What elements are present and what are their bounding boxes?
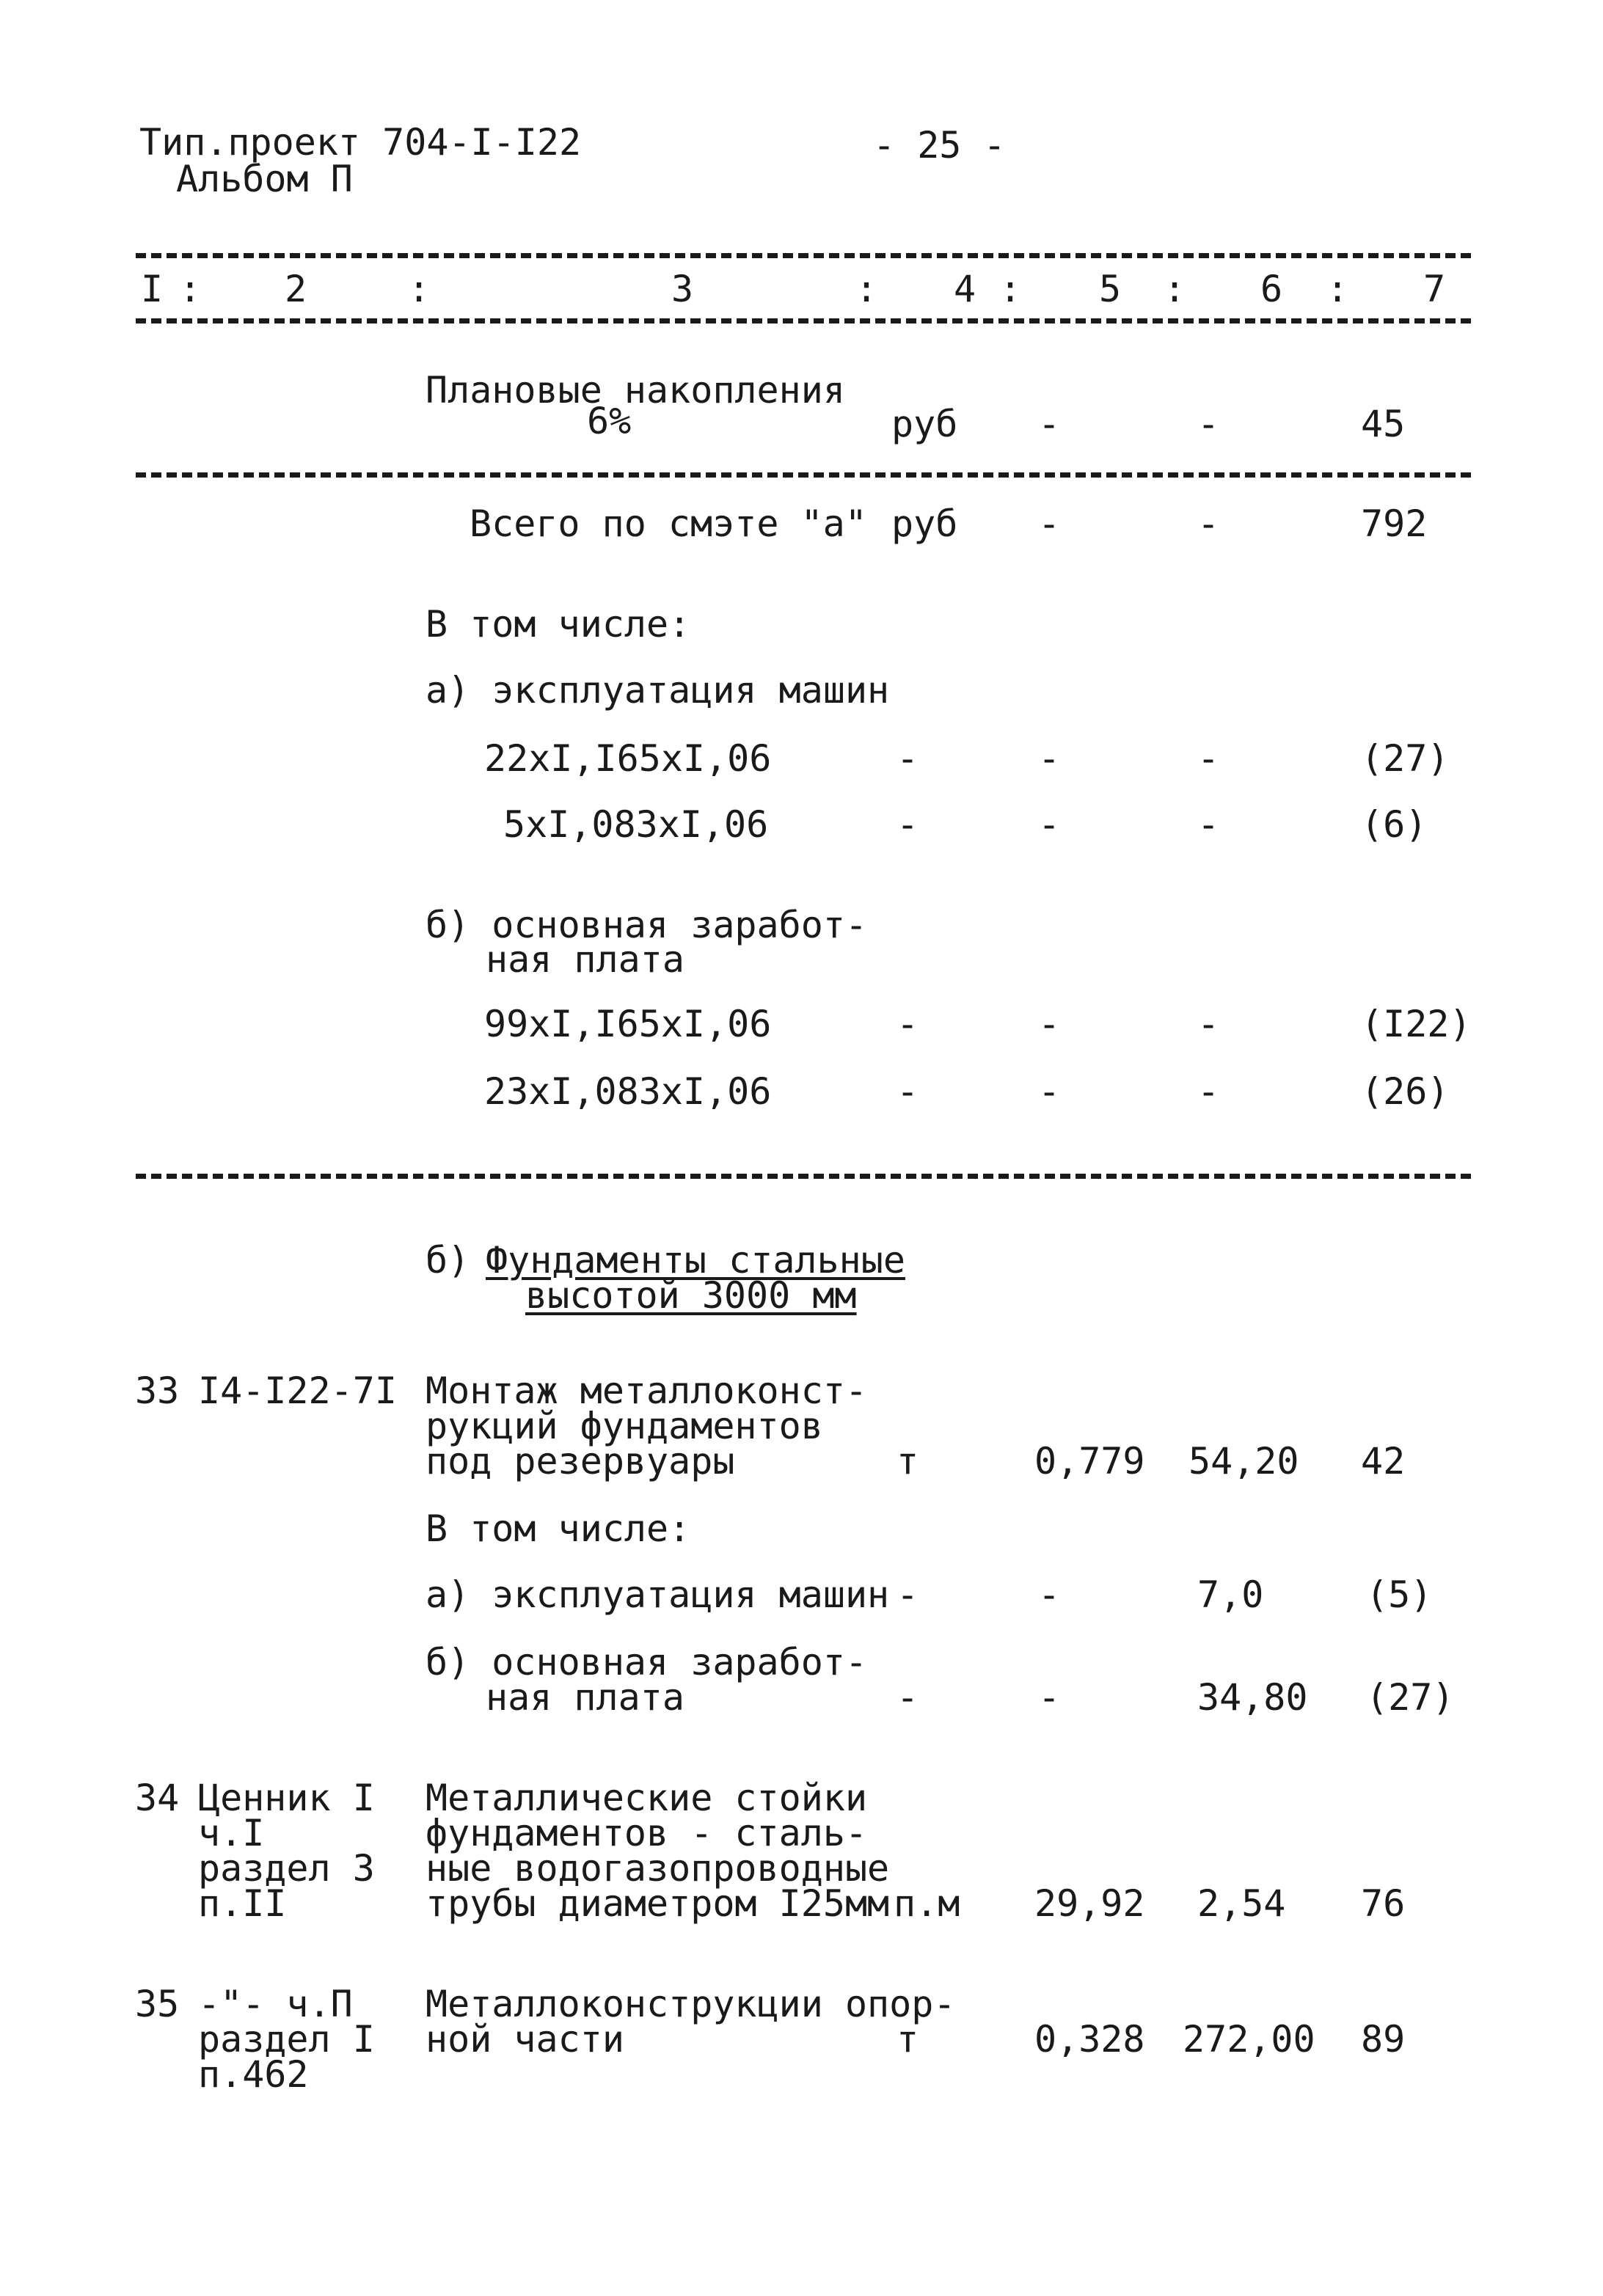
b1-c4: - <box>897 1003 919 1045</box>
row-34-code-1: Ценник I <box>198 1777 375 1819</box>
b2-c5: - <box>1038 1070 1061 1113</box>
row-33-qty: 0,779 <box>1034 1440 1145 1482</box>
b2-c4: - <box>897 1070 919 1113</box>
base-wage-label-2: ная плата <box>486 938 684 981</box>
row-34-code-3: раздел 3 <box>198 1847 375 1890</box>
divider-top <box>136 253 1471 258</box>
row-33b-c4: - <box>897 1676 919 1719</box>
row-33-desc-2: рукций фундаментов <box>426 1405 823 1447</box>
total-c5: - <box>1038 502 1061 545</box>
row-34-code-4: п.II <box>198 1882 287 1925</box>
row-33-cost: 42 <box>1361 1440 1406 1482</box>
row-34-code-2: ч.I <box>198 1812 265 1854</box>
row-34-desc-1: Металлические стойки <box>426 1777 868 1819</box>
col-sep: : <box>999 268 1022 310</box>
b1-c7: (I22) <box>1361 1003 1472 1045</box>
planned-c5: - <box>1038 403 1061 445</box>
planned-percent: 6% <box>587 400 632 442</box>
col-header-6: 6 <box>1260 268 1283 310</box>
row-33a-c6: 7,0 <box>1197 1573 1264 1616</box>
machine-operation-label: а) эксплуатация машин <box>426 669 890 712</box>
b2-c6: - <box>1197 1070 1220 1113</box>
including-label: В том числе: <box>426 603 691 646</box>
row-33b-c5: - <box>1038 1676 1061 1719</box>
formula-a1: 22хI,I65хI,06 <box>484 737 772 780</box>
row-35-qty: 0,328 <box>1034 2018 1145 2061</box>
col-sep: : <box>1164 268 1186 310</box>
col-header-3: 3 <box>671 268 694 310</box>
total-unit: руб <box>891 502 958 545</box>
row-33-unit: т <box>897 1440 919 1482</box>
b1-c5: - <box>1038 1003 1061 1045</box>
row-33a-c4: - <box>897 1573 919 1616</box>
col-sep: : <box>179 268 202 310</box>
row-33b-c6: 34,80 <box>1197 1676 1308 1719</box>
row-33a-c5: - <box>1038 1573 1061 1616</box>
divider-total <box>136 472 1471 478</box>
row-33a-c7: (5) <box>1366 1573 1433 1616</box>
a1-c7: (27) <box>1361 737 1450 780</box>
row-33-desc-1: Монтаж металлоконст- <box>426 1370 868 1412</box>
planned-label: Плановые накопления <box>426 369 845 412</box>
row-33b-label-1: б) основная заработ- <box>426 1641 868 1683</box>
row-35-unit: т <box>897 2018 919 2061</box>
row-34-unit: п.м <box>894 1882 960 1925</box>
row-33b-c7: (27) <box>1366 1676 1455 1719</box>
row-33b-label-2: ная плата <box>486 1676 684 1719</box>
row-34-price: 2,54 <box>1197 1882 1286 1925</box>
a1-c6: - <box>1197 737 1220 780</box>
planned-c6: - <box>1197 403 1220 445</box>
col-header-5: 5 <box>1099 268 1122 310</box>
row-34-desc-2: фундаментов - сталь- <box>426 1812 868 1854</box>
row-34-desc-4: трубы диаметром I25мм <box>426 1882 890 1925</box>
col-sep: : <box>855 268 878 310</box>
row-34-cost: 76 <box>1361 1882 1406 1925</box>
project-title: Тип.проект 704-I-I22 <box>139 121 582 164</box>
row-34-desc-3: ные водогазопроводные <box>426 1847 890 1890</box>
row-33-code: I4-I22-7I <box>198 1370 397 1412</box>
album-label: Альбом П <box>176 158 353 200</box>
including-label-2: В том числе: <box>426 1507 691 1550</box>
total-label: Всего по смэте "а" <box>470 502 867 545</box>
row-33-number: 33 <box>135 1370 180 1412</box>
section-prefix: б) <box>426 1239 470 1282</box>
row-33-desc-3: под резервуары <box>426 1440 735 1482</box>
base-wage-label-1: б) основная заработ- <box>426 904 868 946</box>
planned-c7: 45 <box>1361 403 1406 445</box>
a1-c4: - <box>897 737 919 780</box>
row-35-code-3: п.462 <box>198 2053 309 2096</box>
a1-c5: - <box>1038 737 1061 780</box>
row-33a-label: а) эксплуатация машин <box>426 1573 890 1616</box>
formula-b1: 99хI,I65хI,06 <box>484 1003 772 1045</box>
total-c6: - <box>1197 502 1220 545</box>
col-sep: : <box>408 268 431 310</box>
section-title-2: высотой 3000 мм <box>525 1274 857 1317</box>
row-35-number: 35 <box>135 1983 180 2025</box>
a2-c5: - <box>1038 803 1061 846</box>
formula-a2: 5хI,083хI,06 <box>503 803 769 846</box>
page-number: - 25 - <box>873 124 1006 167</box>
planned-unit: руб <box>891 403 958 445</box>
row-34-number: 34 <box>135 1777 180 1819</box>
a2-c7: (6) <box>1361 803 1428 846</box>
b2-c7: (26) <box>1361 1070 1450 1113</box>
col-header-2: 2 <box>285 268 307 310</box>
formula-b2: 23хI,083хI,06 <box>484 1070 772 1113</box>
row-35-code-1: -"- ч.П <box>198 1983 353 2025</box>
divider-header-bottom <box>136 318 1471 323</box>
col-header-4: 4 <box>954 268 976 310</box>
col-header-7: 7 <box>1423 268 1446 310</box>
col-sep: : <box>1326 268 1349 310</box>
b1-c6: - <box>1197 1003 1220 1045</box>
row-35-desc-1: Металлоконструкции опор- <box>426 1983 956 2025</box>
section-title-1: Фундаменты стальные <box>486 1239 905 1282</box>
a2-c6: - <box>1197 803 1220 846</box>
total-c7: 792 <box>1361 502 1428 545</box>
row-33-price: 54,20 <box>1188 1440 1299 1482</box>
a2-c4: - <box>897 803 919 846</box>
divider-section <box>136 1174 1471 1179</box>
row-35-price: 272,00 <box>1183 2018 1315 2061</box>
row-35-desc-2: ной части <box>426 2018 624 2061</box>
row-35-code-2: раздел I <box>198 2018 375 2061</box>
row-34-qty: 29,92 <box>1034 1882 1145 1925</box>
col-header-1: I <box>141 268 164 310</box>
row-35-cost: 89 <box>1361 2018 1406 2061</box>
